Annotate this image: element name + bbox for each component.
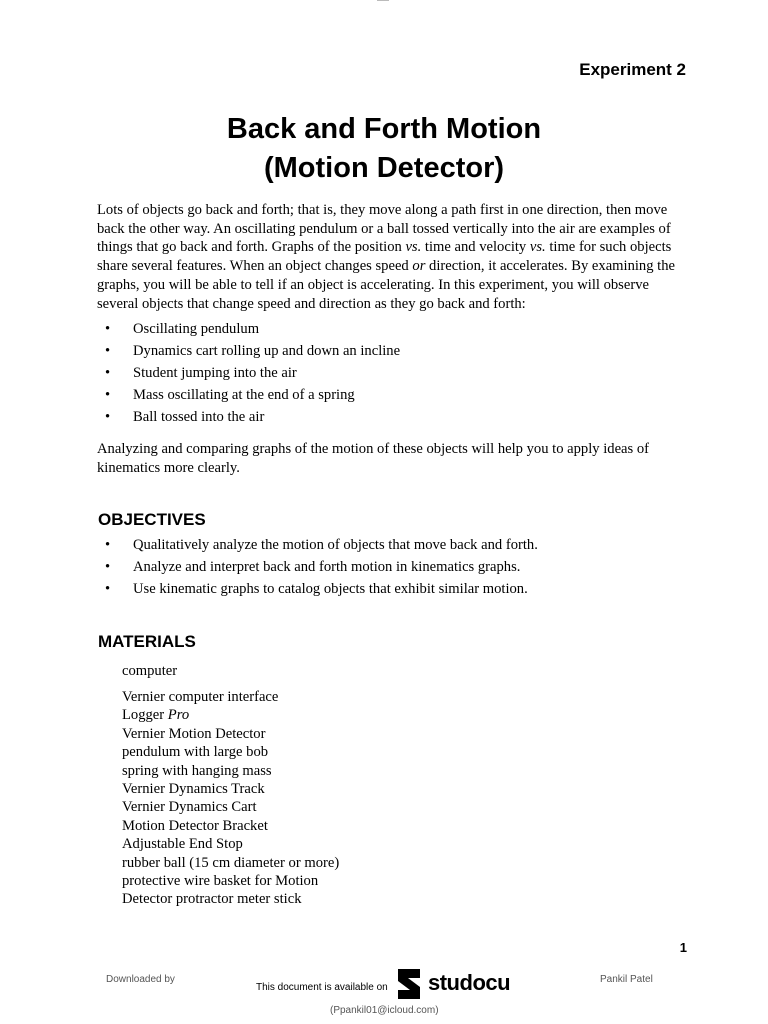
materials-item-computer: computer: [122, 663, 178, 679]
experiment-label: Experiment 2: [579, 60, 686, 79]
bullet-symbol: •: [105, 559, 111, 575]
list-item-text: Use kinematic graphs to catalog objects that exhibit similar motion.: [133, 581, 528, 597]
list-item: Detector protractor meter stick: [122, 891, 302, 908]
list-item: Vernier Motion Detector: [122, 725, 266, 742]
intro-vs-2: vs.: [529, 239, 546, 256]
list-item: Adjustable End Stop: [122, 836, 243, 853]
intro-text-4: direction, it accelerates. By examining the graphs, you will be able to tell if an object is accelerating. In this experiment, you will observe several objects that change speed and direction as they go back and forth:: [97, 258, 675, 312]
page-number: 1: [679, 940, 687, 955]
studocu-logo[interactable]: [392, 967, 522, 1003]
list-item: Vernier computer interface: [122, 689, 279, 705]
page-title-line-2: (Motion Detector): [263, 152, 505, 184]
intro-or: or: [412, 258, 426, 275]
studocu-wordmark: studocu: [428, 970, 511, 995]
list-item: [97, 406, 400, 428]
list-item: Motion Detector Bracket: [122, 817, 268, 834]
list-item: [97, 318, 400, 340]
intro-text-1: Lots of objects go back and forth; that is, they move along a path first in one direction, then move back the other way. An oscillating pendulum or a ball tossed vertically into the air are examples of things that go back and forth. Graphs of the position: [97, 202, 671, 256]
list-item-text: Mass oscillating at the end of a spring: [133, 387, 355, 403]
footer-user-name: Pankil Patel: [600, 974, 653, 985]
list-item-text: Dynamics cart rolling up and down an incline: [133, 343, 401, 359]
list-item: [97, 340, 400, 362]
top-divider: [377, 0, 389, 1]
objectives-list: [97, 534, 538, 600]
list-item: protective wire basket for Motion: [122, 872, 319, 889]
list-item: [97, 534, 538, 556]
list-item-text: Analyze and interpret back and forth motion in kinematics graphs.: [133, 559, 521, 575]
list-item: rubber ball (15 cm diameter or more): [122, 854, 340, 871]
list-item: spring with hanging mass: [122, 762, 272, 779]
bullet-symbol: •: [105, 321, 111, 337]
list-item: Vernier Dynamics Track: [122, 780, 265, 797]
list-item-text: Ball tossed into the air: [133, 409, 265, 425]
footer-user-email: (Ppankil01@icloud.com): [330, 1005, 439, 1016]
list-item: [122, 706, 339, 724]
intro-paragraph: [97, 201, 692, 313]
list-item-text: Oscillating pendulum: [133, 321, 260, 337]
intro-text-2: time and velocity: [421, 239, 530, 256]
list-item: [97, 362, 400, 384]
bullet-symbol: •: [105, 537, 111, 553]
bullet-symbol: •: [105, 343, 111, 359]
list-item: [97, 384, 400, 406]
list-item: [97, 578, 538, 600]
page-title-line-1: Back and Forth Motion: [226, 113, 542, 145]
bullet-symbol: •: [105, 409, 111, 425]
bullet-symbol: •: [105, 581, 111, 597]
list-item-text: Logger: [122, 707, 168, 724]
list-item: pendulum with large bob: [122, 744, 269, 761]
bullet-symbol: •: [105, 387, 111, 403]
analyzing-paragraph: Analyzing and comparing graphs of the motion of these objects will help you to apply ideas of kinematics more clearly.: [97, 441, 650, 476]
objectives-heading: OBJECTIVES: [98, 510, 206, 529]
materials-heading: MATERIALS: [98, 632, 196, 651]
materials-list: [122, 688, 339, 909]
motion-examples-list: [97, 318, 400, 428]
bullet-symbol: •: [105, 365, 111, 381]
studocu-s-icon: [392, 967, 426, 1001]
list-item-italic: Pro: [167, 707, 190, 724]
list-item: [97, 556, 538, 578]
list-item-text: Student jumping into the air: [133, 365, 297, 381]
footer-downloaded-by: Downloaded by: [106, 974, 175, 985]
list-item: Vernier Dynamics Cart: [122, 799, 257, 816]
intro-vs-1: vs.: [405, 239, 422, 256]
footer-available-on: This document is available on: [256, 982, 388, 993]
intro-text-3: time for such objects share several features. When an object changes speed: [97, 239, 672, 275]
list-item-text: Qualitatively analyze the motion of objects that move back and forth.: [133, 537, 538, 553]
